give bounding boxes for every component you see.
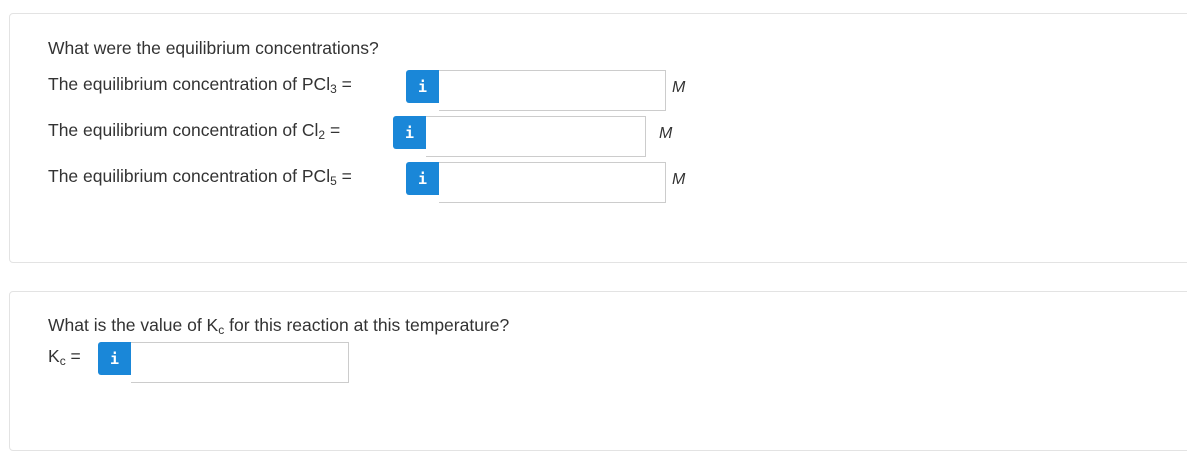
unit-label: M: [659, 125, 673, 142]
cl2-concentration-input[interactable]: [426, 116, 646, 157]
answer-row-pcl5: [48, 157, 748, 199]
question-text: What is the value of $K_c$ for this reaction at this temperature?: [48, 315, 510, 337]
answer-label-cl2: The equilibrium concentration of $Cl_2$ =: [48, 120, 341, 142]
answer-label-pcl3: The equilibrium concentration of PCl$_3$ =: [48, 74, 352, 96]
info-icon: i: [404, 123, 415, 142]
info-button[interactable]: [406, 162, 439, 195]
answer-label-kc: $K_c$ =: [48, 346, 81, 368]
answer-row-cl2: [48, 111, 748, 153]
info-icon: i: [417, 169, 428, 188]
pcl3-concentration-input[interactable]: [439, 70, 666, 111]
info-button[interactable]: [393, 116, 426, 149]
unit-label: M: [672, 79, 686, 96]
answer-label-pcl5: The equilibrium concentration of PCl$_5$ =: [48, 166, 352, 188]
question-card-concentrations: [9, 13, 1187, 263]
info-icon: i: [417, 77, 428, 96]
info-button[interactable]: [406, 70, 439, 103]
info-button[interactable]: [98, 342, 131, 375]
answer-row-pcl3: [48, 65, 748, 107]
question-text: What were the equilibrium concentrations?: [48, 38, 379, 58]
answer-row-kc: [48, 337, 748, 379]
kc-value-input[interactable]: [131, 342, 349, 383]
unit-label: M: [672, 171, 686, 188]
pcl5-concentration-input[interactable]: [439, 162, 666, 203]
info-icon: i: [109, 349, 120, 368]
question-card-kc: [9, 291, 1187, 451]
